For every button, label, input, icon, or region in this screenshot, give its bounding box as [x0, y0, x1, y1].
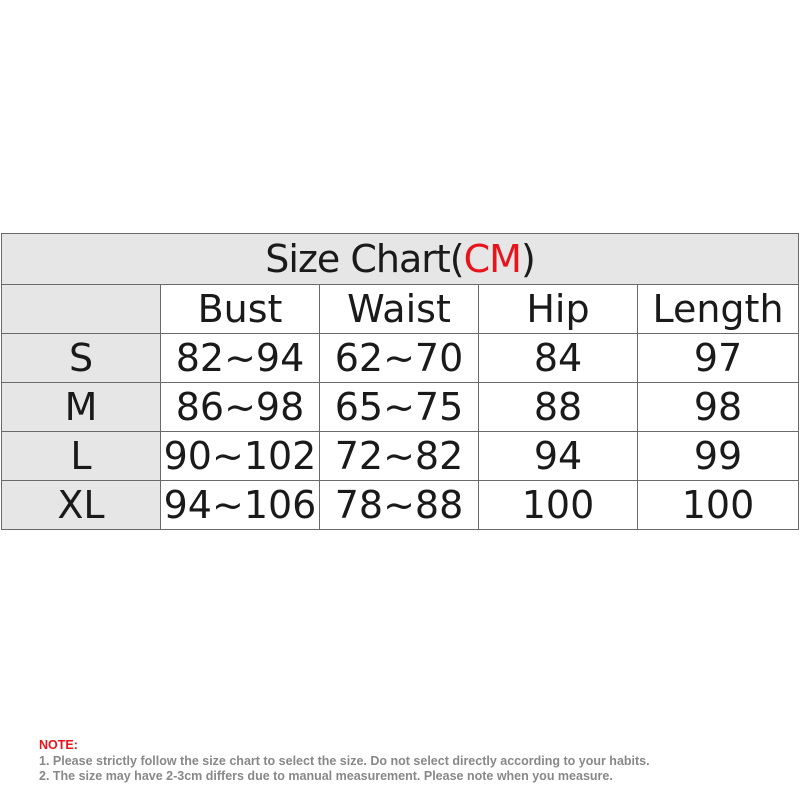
waist-cell: 78~88 — [320, 481, 479, 530]
waist-cell: 72~82 — [320, 432, 479, 481]
size-chart-table — [1, 233, 799, 530]
hip-cell: 100 — [479, 481, 638, 530]
table-row — [2, 383, 799, 432]
column-header-hip: Hip — [479, 285, 638, 334]
note-heading: NOTE: — [39, 738, 78, 752]
size-label: L — [2, 432, 161, 481]
note-line-1: 1. Please strictly follow the size chart to select the size. Do not select directly according to your habits. — [39, 753, 650, 768]
waist-cell: 65~75 — [320, 383, 479, 432]
bust-cell: 90~102 — [161, 432, 320, 481]
chart-title-unit: CM — [463, 237, 521, 281]
column-header-bust: Bust — [161, 285, 320, 334]
table-row — [2, 481, 799, 530]
hip-cell: 94 — [479, 432, 638, 481]
length-cell: 100 — [638, 481, 799, 530]
hip-cell: 88 — [479, 383, 638, 432]
bust-cell: 94~106 — [161, 481, 320, 530]
size-label: M — [2, 383, 161, 432]
note-line-2: 2. The size may have 2-3cm differs due to manual measurement. Please note when you measure. — [39, 769, 613, 783]
header-row — [2, 285, 799, 334]
column-header-waist: Waist — [320, 285, 479, 334]
chart-title — [2, 234, 799, 285]
hip-cell: 84 — [479, 334, 638, 383]
chart-title-prefix: Size Chart( — [265, 237, 464, 281]
chart-title-suffix: ) — [520, 237, 535, 281]
column-header-length: Length — [638, 285, 799, 334]
bust-cell: 82~94 — [161, 334, 320, 383]
table-row — [2, 334, 799, 383]
length-cell: 98 — [638, 383, 799, 432]
size-label: S — [2, 334, 161, 383]
table-row — [2, 432, 799, 481]
header-corner-cell — [2, 285, 161, 334]
bust-cell: 86~98 — [161, 383, 320, 432]
note-section — [39, 738, 650, 785]
title-row — [2, 234, 799, 285]
length-cell: 97 — [638, 334, 799, 383]
length-cell: 99 — [638, 432, 799, 481]
size-label: XL — [2, 481, 161, 530]
waist-cell: 62~70 — [320, 334, 479, 383]
